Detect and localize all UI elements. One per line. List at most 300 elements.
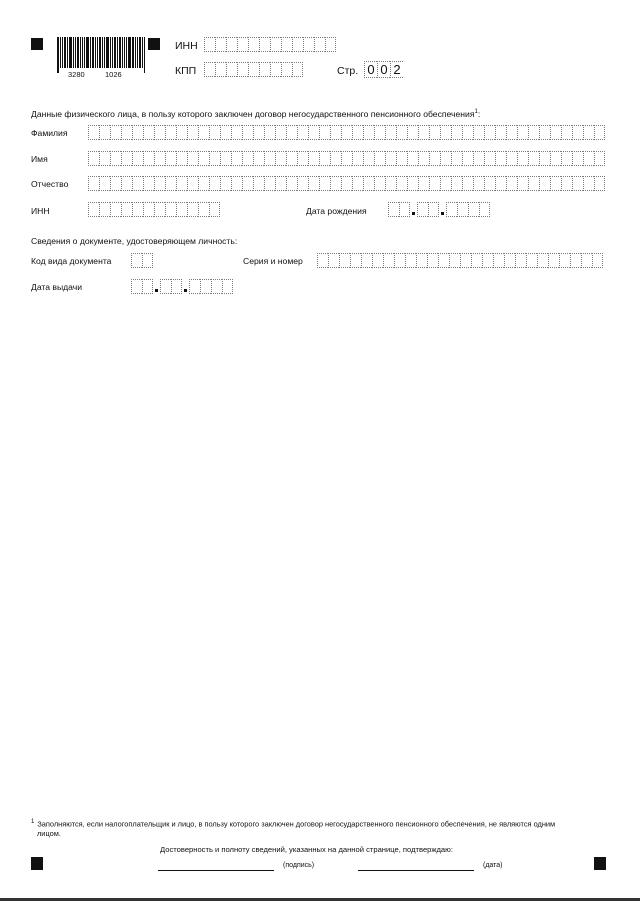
- char-cell[interactable]: [484, 176, 495, 191]
- char-cell[interactable]: [440, 176, 451, 191]
- page-label: Стр.: [337, 65, 359, 77]
- char-cell[interactable]: [460, 253, 471, 268]
- char-cell[interactable]: [341, 151, 352, 166]
- char-cell[interactable]: [110, 176, 121, 191]
- char-cell[interactable]: [142, 253, 153, 268]
- patronymic-label: Отчество: [31, 179, 69, 189]
- char-cell[interactable]: [248, 62, 259, 77]
- char-cell[interactable]: [495, 125, 506, 140]
- char-cell[interactable]: [110, 125, 121, 140]
- char-cell[interactable]: [215, 37, 226, 52]
- char-cell[interactable]: [281, 62, 292, 77]
- char-cell[interactable]: [528, 151, 539, 166]
- char-cell[interactable]: [226, 62, 237, 77]
- char-cell[interactable]: [303, 37, 314, 52]
- corner-marker-bottom-left: [31, 857, 43, 870]
- barcode-number-left: 3280: [68, 70, 85, 79]
- char-cell[interactable]: [537, 253, 548, 268]
- char-cell[interactable]: [319, 151, 330, 166]
- birthdate-cells[interactable]: [388, 202, 490, 217]
- person-inn-cells[interactable]: [88, 202, 220, 217]
- char-cell[interactable]: [131, 253, 142, 268]
- char-cell[interactable]: [198, 151, 209, 166]
- page-number: [364, 61, 403, 78]
- char-cell[interactable]: [539, 151, 550, 166]
- barcode: [57, 37, 146, 73]
- char-cell[interactable]: [561, 176, 572, 191]
- person-inn-label: ИНН: [31, 206, 50, 216]
- char-cell[interactable]: [550, 176, 561, 191]
- char-cell[interactable]: [143, 125, 154, 140]
- char-cell[interactable]: [539, 125, 550, 140]
- birthdate-label: Дата рождения: [306, 206, 367, 216]
- char-cell[interactable]: [209, 202, 220, 217]
- barcode-bar: [82, 37, 83, 68]
- char-cell[interactable]: [187, 176, 198, 191]
- char-cell[interactable]: [110, 151, 121, 166]
- char-cell[interactable]: [385, 125, 396, 140]
- char-cell[interactable]: [231, 151, 242, 166]
- char-cell[interactable]: [165, 125, 176, 140]
- char-cell[interactable]: [352, 125, 363, 140]
- char-cell[interactable]: [231, 125, 242, 140]
- char-cell[interactable]: [493, 253, 504, 268]
- char-cell[interactable]: [550, 151, 561, 166]
- char-cell[interactable]: [142, 279, 153, 294]
- corner-marker-bottom-right: [594, 857, 606, 870]
- char-cell[interactable]: [131, 279, 142, 294]
- char-cell[interactable]: [176, 151, 187, 166]
- char-cell[interactable]: [482, 253, 493, 268]
- char-cell[interactable]: [583, 125, 594, 140]
- char-cell[interactable]: [363, 125, 374, 140]
- char-cell[interactable]: [314, 37, 325, 52]
- char-cell[interactable]: [110, 202, 121, 217]
- char-cell[interactable]: [88, 125, 99, 140]
- barcode-bar: [132, 37, 134, 68]
- char-cell[interactable]: [517, 125, 528, 140]
- doc-code-label: Код вида документа: [31, 256, 112, 266]
- char-cell[interactable]: [495, 176, 506, 191]
- char-cell[interactable]: [451, 176, 462, 191]
- char-cell[interactable]: [209, 176, 220, 191]
- char-cell[interactable]: [209, 125, 220, 140]
- signature-line[interactable]: [158, 870, 274, 871]
- footnote-mark: 1: [31, 819, 35, 825]
- char-cell[interactable]: [121, 125, 132, 140]
- char-cell[interactable]: [407, 151, 418, 166]
- barcode-number-right: 1026: [105, 70, 122, 79]
- char-cell[interactable]: [352, 151, 363, 166]
- char-cell[interactable]: [189, 279, 200, 294]
- char-cell[interactable]: [253, 176, 264, 191]
- char-cell[interactable]: [418, 151, 429, 166]
- char-cell[interactable]: [154, 151, 165, 166]
- barcode-bar: [112, 37, 113, 68]
- char-cell[interactable]: [143, 151, 154, 166]
- char-cell[interactable]: [471, 253, 482, 268]
- char-cell[interactable]: [515, 253, 526, 268]
- char-cell[interactable]: [417, 202, 428, 217]
- char-cell[interactable]: [237, 62, 248, 77]
- char-cell[interactable]: [479, 202, 490, 217]
- char-cell[interactable]: [374, 125, 385, 140]
- barcode-bar: [57, 37, 59, 73]
- char-cell[interactable]: [506, 151, 517, 166]
- char-cell[interactable]: [462, 176, 473, 191]
- char-cell[interactable]: [204, 37, 215, 52]
- char-cell[interactable]: [451, 151, 462, 166]
- header-kpp-label: КПП: [175, 65, 197, 77]
- char-cell[interactable]: [473, 125, 484, 140]
- char-cell[interactable]: [220, 176, 231, 191]
- char-cell[interactable]: [517, 176, 528, 191]
- signature-caption: (подпись): [283, 862, 315, 869]
- char-cell[interactable]: [121, 151, 132, 166]
- char-cell[interactable]: [325, 37, 336, 52]
- char-cell[interactable]: [132, 125, 143, 140]
- char-cell[interactable]: [484, 125, 495, 140]
- char-cell[interactable]: [253, 151, 264, 166]
- char-cell[interactable]: [594, 125, 605, 140]
- issue-date-label: Дата выдачи: [31, 282, 83, 292]
- doc-code-cells[interactable]: [131, 253, 153, 268]
- char-cell[interactable]: [363, 151, 374, 166]
- char-cell[interactable]: [396, 151, 407, 166]
- char-cell[interactable]: [317, 253, 328, 268]
- char-cell[interactable]: [308, 151, 319, 166]
- char-cell[interactable]: [143, 202, 154, 217]
- char-cell[interactable]: [292, 62, 303, 77]
- char-cell[interactable]: [99, 202, 110, 217]
- cell-group: [131, 279, 153, 294]
- char-cell[interactable]: [416, 253, 427, 268]
- char-cell[interactable]: [374, 151, 385, 166]
- barcode-bar: [67, 37, 68, 68]
- section-document-title: Сведения о документе, удостоверяющем личность:: [31, 236, 238, 246]
- char-cell[interactable]: [286, 125, 297, 140]
- series-label: Серия и номер: [243, 256, 303, 266]
- char-cell[interactable]: [319, 125, 330, 140]
- char-cell[interactable]: [154, 176, 165, 191]
- char-cell[interactable]: [121, 202, 132, 217]
- section-person-title-colon: :: [477, 108, 481, 119]
- char-cell[interactable]: [330, 125, 341, 140]
- char-cell[interactable]: [242, 176, 253, 191]
- char-cell[interactable]: [275, 125, 286, 140]
- barcode-bar: [142, 37, 143, 68]
- char-cell[interactable]: [561, 125, 572, 140]
- char-cell[interactable]: [176, 202, 187, 217]
- char-cell[interactable]: [592, 253, 603, 268]
- char-cell[interactable]: [165, 202, 176, 217]
- name-label: Имя: [31, 154, 48, 164]
- char-cell[interactable]: [561, 151, 572, 166]
- char-cell[interactable]: [396, 176, 407, 191]
- surname-cells[interactable]: [88, 125, 605, 140]
- corner-marker-top-right: [148, 38, 160, 50]
- char-cell[interactable]: [559, 253, 570, 268]
- char-cell[interactable]: [292, 37, 303, 52]
- char-cell[interactable]: [594, 176, 605, 191]
- char-cell[interactable]: [504, 253, 515, 268]
- char-cell[interactable]: [275, 151, 286, 166]
- date-separator: [439, 202, 446, 217]
- header-inn-cells[interactable]: [204, 37, 336, 52]
- char-cell[interactable]: [350, 253, 361, 268]
- char-cell[interactable]: [204, 62, 215, 77]
- char-cell[interactable]: [339, 253, 350, 268]
- char-cell[interactable]: [209, 151, 220, 166]
- cell-group: [160, 279, 182, 294]
- barcode-bar: [77, 37, 79, 68]
- char-cell[interactable]: [264, 125, 275, 140]
- char-cell[interactable]: [187, 202, 198, 217]
- char-cell[interactable]: [495, 151, 506, 166]
- char-cell[interactable]: [446, 202, 457, 217]
- char-cell[interactable]: [428, 202, 439, 217]
- char-cell[interactable]: [220, 151, 231, 166]
- barcode-bar: [64, 37, 66, 68]
- char-cell[interactable]: [388, 202, 399, 217]
- date-separator: [410, 202, 417, 217]
- issue-date-cells[interactable]: [131, 279, 233, 294]
- char-cell[interactable]: [88, 202, 99, 217]
- char-cell[interactable]: [548, 253, 559, 268]
- char-cell[interactable]: [572, 176, 583, 191]
- char-cell[interactable]: [440, 125, 451, 140]
- char-cell[interactable]: [226, 37, 237, 52]
- char-cell[interactable]: [418, 125, 429, 140]
- char-cell[interactable]: [583, 151, 594, 166]
- char-cell[interactable]: [484, 151, 495, 166]
- char-cell[interactable]: [121, 176, 132, 191]
- char-cell[interactable]: [308, 176, 319, 191]
- char-cell[interactable]: [539, 176, 550, 191]
- char-cell[interactable]: [405, 253, 416, 268]
- char-cell[interactable]: [528, 176, 539, 191]
- page-digit: 0: [364, 61, 377, 78]
- char-cell[interactable]: [341, 176, 352, 191]
- char-cell[interactable]: [297, 176, 308, 191]
- char-cell[interactable]: [264, 151, 275, 166]
- header-kpp-cells[interactable]: [204, 62, 303, 77]
- char-cell[interactable]: [176, 125, 187, 140]
- char-cell[interactable]: [215, 62, 226, 77]
- char-cell[interactable]: [594, 151, 605, 166]
- barcode-bar: [139, 37, 141, 68]
- char-cell[interactable]: [438, 253, 449, 268]
- char-cell[interactable]: [270, 37, 281, 52]
- char-cell[interactable]: [286, 176, 297, 191]
- char-cell[interactable]: [407, 125, 418, 140]
- char-cell[interactable]: [275, 176, 286, 191]
- barcode-bar: [99, 37, 101, 68]
- char-cell[interactable]: [187, 125, 198, 140]
- char-cell[interactable]: [517, 151, 528, 166]
- char-cell[interactable]: [308, 125, 319, 140]
- char-cell[interactable]: [253, 125, 264, 140]
- barcode-bar: [122, 37, 123, 68]
- char-cell[interactable]: [429, 125, 440, 140]
- char-cell[interactable]: [374, 176, 385, 191]
- char-cell[interactable]: [399, 202, 410, 217]
- char-cell[interactable]: [165, 176, 176, 191]
- barcode-bar: [144, 37, 145, 73]
- char-cell[interactable]: [394, 253, 405, 268]
- char-cell[interactable]: [427, 253, 438, 268]
- barcode-bar: [73, 37, 74, 68]
- cell-group: [417, 202, 439, 217]
- barcode-bar: [69, 37, 72, 68]
- char-cell[interactable]: [506, 125, 517, 140]
- barcode-bar: [126, 37, 127, 68]
- date-caption: (дата): [483, 862, 503, 869]
- barcode-bar: [119, 37, 121, 68]
- char-cell[interactable]: [200, 279, 211, 294]
- char-cell[interactable]: [418, 176, 429, 191]
- char-cell[interactable]: [330, 176, 341, 191]
- char-cell[interactable]: [352, 176, 363, 191]
- corner-marker-top-left: [31, 38, 43, 50]
- char-cell[interactable]: [330, 151, 341, 166]
- char-cell[interactable]: [385, 176, 396, 191]
- barcode-bar: [75, 37, 76, 68]
- char-cell[interactable]: [132, 151, 143, 166]
- cell-group: [388, 202, 410, 217]
- char-cell[interactable]: [462, 125, 473, 140]
- char-cell[interactable]: [198, 202, 209, 217]
- barcode-bar: [90, 37, 91, 68]
- char-cell[interactable]: [259, 37, 270, 52]
- char-cell[interactable]: [363, 176, 374, 191]
- char-cell[interactable]: [281, 37, 292, 52]
- char-cell[interactable]: [297, 151, 308, 166]
- footnote-ref: 1: [474, 109, 478, 115]
- char-cell[interactable]: [222, 279, 233, 294]
- char-cell[interactable]: [171, 279, 182, 294]
- barcode-bar: [60, 37, 61, 68]
- char-cell[interactable]: [451, 125, 462, 140]
- char-cell[interactable]: [473, 151, 484, 166]
- char-cell[interactable]: [572, 125, 583, 140]
- char-cell[interactable]: [319, 176, 330, 191]
- date-line[interactable]: [358, 870, 474, 871]
- barcode-bar: [84, 37, 85, 68]
- surname-label: Фамилия: [31, 128, 68, 138]
- char-cell[interactable]: [526, 253, 537, 268]
- cell-group: [189, 279, 233, 294]
- series-cells[interactable]: [317, 253, 603, 268]
- char-cell[interactable]: [468, 202, 479, 217]
- char-cell[interactable]: [198, 176, 209, 191]
- char-cell[interactable]: [220, 125, 231, 140]
- char-cell[interactable]: [570, 253, 581, 268]
- confirm-text: Достоверность и полноту сведений, указанных на данной странице, подтверждаю:: [160, 845, 453, 854]
- char-cell[interactable]: [407, 176, 418, 191]
- char-cell[interactable]: [372, 253, 383, 268]
- char-cell[interactable]: [259, 62, 270, 77]
- char-cell[interactable]: [473, 176, 484, 191]
- char-cell[interactable]: [99, 125, 110, 140]
- barcode-bar: [128, 37, 131, 68]
- char-cell[interactable]: [506, 176, 517, 191]
- char-cell[interactable]: [99, 176, 110, 191]
- char-cell[interactable]: [286, 151, 297, 166]
- char-cell[interactable]: [462, 151, 473, 166]
- section-person-title-text: Данные физического лица, в пользу которого заключен договор негосударственного пенсионного обеспечения: [31, 108, 475, 119]
- barcode-bar: [114, 37, 116, 68]
- char-cell[interactable]: [396, 125, 407, 140]
- char-cell[interactable]: [581, 253, 592, 268]
- char-cell[interactable]: [237, 37, 248, 52]
- char-cell[interactable]: [528, 125, 539, 140]
- char-cell[interactable]: [99, 151, 110, 166]
- char-cell[interactable]: [154, 202, 165, 217]
- char-cell[interactable]: [297, 125, 308, 140]
- char-cell[interactable]: [231, 176, 242, 191]
- char-cell[interactable]: [270, 62, 281, 77]
- barcode-bar: [86, 37, 89, 68]
- page-bottom-edge: [0, 898, 640, 901]
- char-cell[interactable]: [132, 202, 143, 217]
- char-cell[interactable]: [176, 176, 187, 191]
- char-cell[interactable]: [88, 176, 99, 191]
- page-digit: 0: [377, 61, 390, 78]
- barcode-bar: [124, 37, 125, 68]
- patronymic-cells[interactable]: [88, 176, 605, 191]
- char-cell[interactable]: [211, 279, 222, 294]
- char-cell[interactable]: [132, 176, 143, 191]
- char-cell[interactable]: [154, 125, 165, 140]
- footnote-text: Заполняются, если налогоплательщик и лицо, в пользу которого заключен договор негосударственного пенсионного обеспечения, не являются одним лицом.: [37, 819, 556, 839]
- char-cell[interactable]: [264, 176, 275, 191]
- char-cell[interactable]: [429, 176, 440, 191]
- char-cell[interactable]: [361, 253, 372, 268]
- char-cell[interactable]: [198, 125, 209, 140]
- char-cell[interactable]: [165, 151, 176, 166]
- char-cell[interactable]: [88, 151, 99, 166]
- cell-group: [446, 202, 490, 217]
- char-cell[interactable]: [242, 151, 253, 166]
- char-cell[interactable]: [385, 151, 396, 166]
- barcode-bar: [135, 37, 136, 68]
- char-cell[interactable]: [583, 176, 594, 191]
- char-cell[interactable]: [449, 253, 460, 268]
- char-cell[interactable]: [160, 279, 171, 294]
- char-cell[interactable]: [242, 125, 253, 140]
- barcode-bar: [104, 37, 105, 68]
- char-cell[interactable]: [248, 37, 259, 52]
- barcode-bar: [117, 37, 118, 68]
- char-cell[interactable]: [440, 151, 451, 166]
- char-cell[interactable]: [383, 253, 394, 268]
- char-cell[interactable]: [550, 125, 561, 140]
- char-cell[interactable]: [341, 125, 352, 140]
- name-cells[interactable]: [88, 151, 605, 166]
- date-separator: [153, 279, 160, 294]
- char-cell[interactable]: [457, 202, 468, 217]
- barcode-bar: [137, 37, 138, 68]
- date-separator: [182, 279, 189, 294]
- char-cell[interactable]: [143, 176, 154, 191]
- footnote: [31, 817, 557, 839]
- barcode-bar: [95, 37, 96, 68]
- char-cell[interactable]: [429, 151, 440, 166]
- char-cell[interactable]: [328, 253, 339, 268]
- char-cell[interactable]: [572, 151, 583, 166]
- char-cell[interactable]: [187, 151, 198, 166]
